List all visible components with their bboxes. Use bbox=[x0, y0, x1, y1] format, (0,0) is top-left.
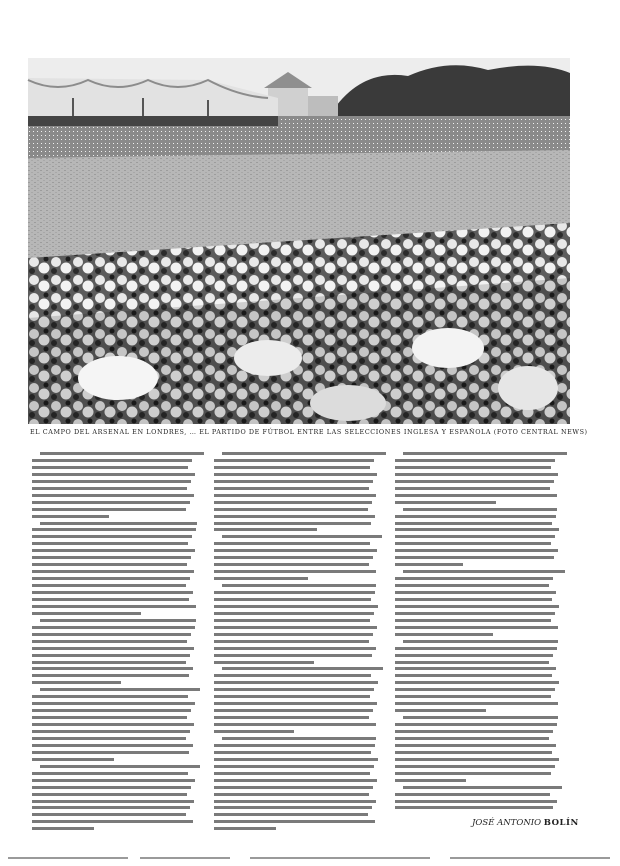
illegible-text-line bbox=[32, 744, 193, 747]
illegible-text-line bbox=[214, 674, 371, 677]
signature-first-name: JOSÉ ANTONIO bbox=[472, 818, 542, 828]
footer-text-fragment bbox=[250, 857, 430, 859]
illegible-text-line bbox=[32, 709, 191, 712]
illegible-text-line bbox=[222, 667, 383, 670]
illegible-text-line bbox=[214, 626, 377, 629]
illegible-text-line bbox=[222, 535, 382, 538]
illegible-text-line bbox=[395, 459, 555, 462]
illegible-text-line bbox=[214, 508, 368, 511]
illegible-text-line bbox=[214, 800, 376, 803]
illegible-text-line bbox=[32, 612, 141, 615]
illegible-text-line bbox=[214, 591, 375, 594]
illegible-text-line bbox=[214, 619, 370, 622]
illegible-text-line bbox=[214, 633, 373, 636]
illegible-text-line bbox=[214, 758, 378, 761]
illegible-text-line bbox=[395, 494, 557, 497]
illegible-text-line bbox=[214, 688, 374, 691]
illegible-text-line bbox=[214, 487, 369, 490]
illegible-text-line bbox=[395, 806, 553, 809]
illegible-text-line bbox=[395, 556, 554, 559]
illegible-text-line bbox=[395, 681, 559, 684]
illegible-text-line bbox=[32, 737, 186, 740]
illegible-text-line bbox=[32, 647, 194, 650]
illegible-text-line bbox=[395, 480, 554, 483]
caption-tail: (FOTO CENTRAL NEWS) bbox=[493, 428, 588, 436]
illegible-text-line bbox=[214, 563, 369, 566]
illegible-text-line bbox=[32, 626, 195, 629]
illegible-text-line bbox=[32, 501, 190, 504]
illegible-text-line bbox=[395, 626, 558, 629]
illegible-text-line bbox=[222, 737, 376, 740]
author-signature bbox=[472, 818, 579, 828]
illegible-text-line bbox=[214, 786, 373, 789]
illegible-text-line bbox=[32, 674, 189, 677]
illegible-text-line bbox=[214, 473, 377, 476]
illegible-text-line bbox=[214, 480, 373, 483]
illegible-text-line bbox=[214, 820, 375, 823]
illegible-text-line bbox=[32, 667, 193, 670]
illegible-text-line bbox=[214, 528, 317, 531]
illegible-text-line bbox=[395, 549, 558, 552]
illegible-text-line bbox=[32, 633, 191, 636]
illegible-text-line bbox=[395, 515, 556, 518]
illegible-text-line bbox=[214, 793, 369, 796]
illegible-text-line bbox=[222, 584, 376, 587]
illegible-text-line bbox=[32, 820, 193, 823]
footer-text-fragment bbox=[450, 857, 610, 859]
illegible-text-line bbox=[32, 570, 194, 573]
illegible-text-line bbox=[395, 800, 557, 803]
illegible-text-line bbox=[32, 681, 121, 684]
illegible-text-line bbox=[214, 570, 376, 573]
illegible-text-line bbox=[40, 688, 200, 691]
illegible-text-line bbox=[395, 793, 550, 796]
illegible-text-line bbox=[214, 681, 378, 684]
illegible-text-line bbox=[403, 570, 565, 573]
illegible-text-line bbox=[214, 647, 376, 650]
illegible-text-line bbox=[395, 466, 551, 469]
illegible-text-line bbox=[214, 549, 377, 552]
illegible-text-line bbox=[214, 556, 373, 559]
illegible-text-line bbox=[395, 577, 553, 580]
illegible-text-line bbox=[214, 542, 370, 545]
illegible-text-line bbox=[395, 591, 556, 594]
footer-text-fragment bbox=[140, 857, 230, 859]
illegible-text-line bbox=[214, 723, 376, 726]
illegible-text-line bbox=[32, 528, 196, 531]
illegible-text-line bbox=[214, 515, 375, 518]
photo-caption bbox=[30, 428, 588, 437]
illegible-text-line bbox=[214, 827, 276, 830]
illegible-text-line bbox=[214, 577, 308, 580]
illegible-text-line bbox=[32, 751, 189, 754]
illegible-text-line bbox=[403, 452, 567, 455]
illegible-text-line bbox=[32, 473, 195, 476]
illegible-text-line bbox=[403, 786, 562, 789]
illegible-text-line bbox=[395, 765, 555, 768]
illegible-text-line bbox=[40, 522, 197, 525]
illegible-text-line bbox=[214, 709, 373, 712]
illegible-text-line bbox=[214, 522, 371, 525]
illegible-text-line bbox=[395, 709, 486, 712]
footer-text-fragment bbox=[8, 857, 128, 859]
illegible-text-line bbox=[32, 598, 189, 601]
caption-part-1: EL CAMPO DEL ARSENAL EN LONDRES, bbox=[30, 428, 187, 436]
illegible-text-line bbox=[395, 723, 557, 726]
illegible-text-line bbox=[32, 577, 190, 580]
illegible-text-line bbox=[214, 772, 370, 775]
illegible-text-line bbox=[32, 661, 186, 664]
illegible-text-line bbox=[395, 688, 555, 691]
illegible-text-line bbox=[32, 605, 196, 608]
illegible-text-line bbox=[395, 633, 493, 636]
illegible-text-line bbox=[214, 661, 314, 664]
illegible-text-line bbox=[395, 487, 550, 490]
illegible-text-line bbox=[214, 765, 374, 768]
stadium-crowd-photo bbox=[28, 58, 570, 424]
caption-part-2: EL PARTIDO DE FÚTBOL ENTRE LAS SELECCIONES INGLESA Y ESPAÑOLA bbox=[199, 428, 492, 436]
illegible-text-line bbox=[32, 466, 188, 469]
illegible-text-line bbox=[214, 501, 372, 504]
illegible-text-line bbox=[32, 494, 194, 497]
illegible-text-line bbox=[214, 612, 374, 615]
illegible-text-line bbox=[395, 737, 549, 740]
illegible-text-line bbox=[395, 619, 551, 622]
illegible-text-line bbox=[214, 640, 369, 643]
illegible-text-line bbox=[403, 508, 557, 511]
illegible-text-line bbox=[214, 751, 371, 754]
illegible-text-line bbox=[32, 459, 192, 462]
article-column-1 bbox=[32, 452, 202, 836]
illegible-text-line bbox=[395, 751, 552, 754]
illegible-text-line bbox=[395, 647, 557, 650]
illegible-text-line bbox=[32, 786, 191, 789]
photo-illustration bbox=[28, 58, 570, 424]
illegible-text-line bbox=[395, 744, 556, 747]
illegible-text-line bbox=[395, 730, 553, 733]
illegible-text-line bbox=[40, 452, 204, 455]
signature-last-name: BOLÍN bbox=[543, 818, 579, 828]
illegible-text-line bbox=[395, 612, 555, 615]
illegible-text-line bbox=[32, 695, 188, 698]
illegible-text-line bbox=[214, 494, 376, 497]
illegible-text-line bbox=[32, 584, 186, 587]
illegible-text-line bbox=[32, 542, 188, 545]
illegible-text-line bbox=[395, 758, 559, 761]
illegible-text-line bbox=[40, 619, 196, 622]
illegible-text-line bbox=[32, 654, 190, 657]
illegible-text-line bbox=[395, 473, 558, 476]
illegible-text-line bbox=[395, 605, 559, 608]
illegible-text-line bbox=[32, 730, 190, 733]
illegible-text-line bbox=[32, 480, 191, 483]
illegible-text-line bbox=[32, 779, 195, 782]
illegible-text-line bbox=[32, 549, 195, 552]
illegible-text-line bbox=[32, 806, 190, 809]
illegible-text-line bbox=[214, 459, 374, 462]
article-column-3 bbox=[395, 452, 565, 836]
illegible-text-line bbox=[32, 702, 195, 705]
illegible-text-line bbox=[214, 779, 377, 782]
illegible-text-line bbox=[32, 640, 187, 643]
illegible-text-line bbox=[395, 535, 555, 538]
illegible-text-line bbox=[214, 598, 371, 601]
illegible-text-line bbox=[40, 765, 200, 768]
illegible-text-line bbox=[214, 605, 378, 608]
illegible-text-line bbox=[214, 716, 369, 719]
illegible-text-line bbox=[32, 723, 194, 726]
article-column-2 bbox=[214, 452, 384, 836]
illegible-text-line bbox=[395, 563, 463, 566]
illegible-text-line bbox=[214, 702, 377, 705]
illegible-text-line bbox=[32, 772, 188, 775]
illegible-text-line bbox=[222, 452, 386, 455]
illegible-text-line bbox=[395, 661, 549, 664]
illegible-text-line bbox=[32, 827, 94, 830]
illegible-text-line bbox=[32, 487, 187, 490]
illegible-text-line bbox=[32, 556, 191, 559]
illegible-text-line bbox=[32, 758, 114, 761]
illegible-text-line bbox=[395, 522, 552, 525]
illegible-text-line bbox=[395, 779, 466, 782]
illegible-text-line bbox=[32, 563, 187, 566]
illegible-text-line bbox=[32, 535, 192, 538]
illegible-text-line bbox=[395, 501, 496, 504]
illegible-text-line bbox=[32, 515, 109, 518]
illegible-text-line bbox=[214, 730, 294, 733]
illegible-text-line bbox=[214, 744, 375, 747]
illegible-text-line bbox=[32, 813, 186, 816]
illegible-text-line bbox=[395, 667, 556, 670]
illegible-text-line bbox=[214, 813, 368, 816]
illegible-text-line bbox=[395, 674, 552, 677]
illegible-text-line bbox=[32, 800, 194, 803]
illegible-text-line bbox=[395, 584, 549, 587]
illegible-text-line bbox=[395, 528, 559, 531]
illegible-text-line bbox=[32, 793, 187, 796]
illegible-text-line bbox=[395, 542, 551, 545]
illegible-text-line bbox=[395, 702, 558, 705]
illegible-text-line bbox=[32, 591, 193, 594]
illegible-text-line bbox=[214, 806, 372, 809]
illegible-text-line bbox=[214, 695, 370, 698]
illegible-text-line bbox=[395, 598, 552, 601]
illegible-text-line bbox=[395, 695, 551, 698]
illegible-text-line bbox=[32, 508, 186, 511]
illegible-text-line bbox=[395, 654, 553, 657]
illegible-text-line bbox=[403, 640, 558, 643]
illegible-text-line bbox=[403, 716, 558, 719]
caption-ellipsis: … bbox=[189, 428, 200, 436]
illegible-text-line bbox=[214, 654, 372, 657]
illegible-text-line bbox=[32, 716, 187, 719]
illegible-text-line bbox=[395, 772, 551, 775]
illegible-text-line bbox=[214, 466, 370, 469]
page-footer bbox=[0, 852, 620, 866]
